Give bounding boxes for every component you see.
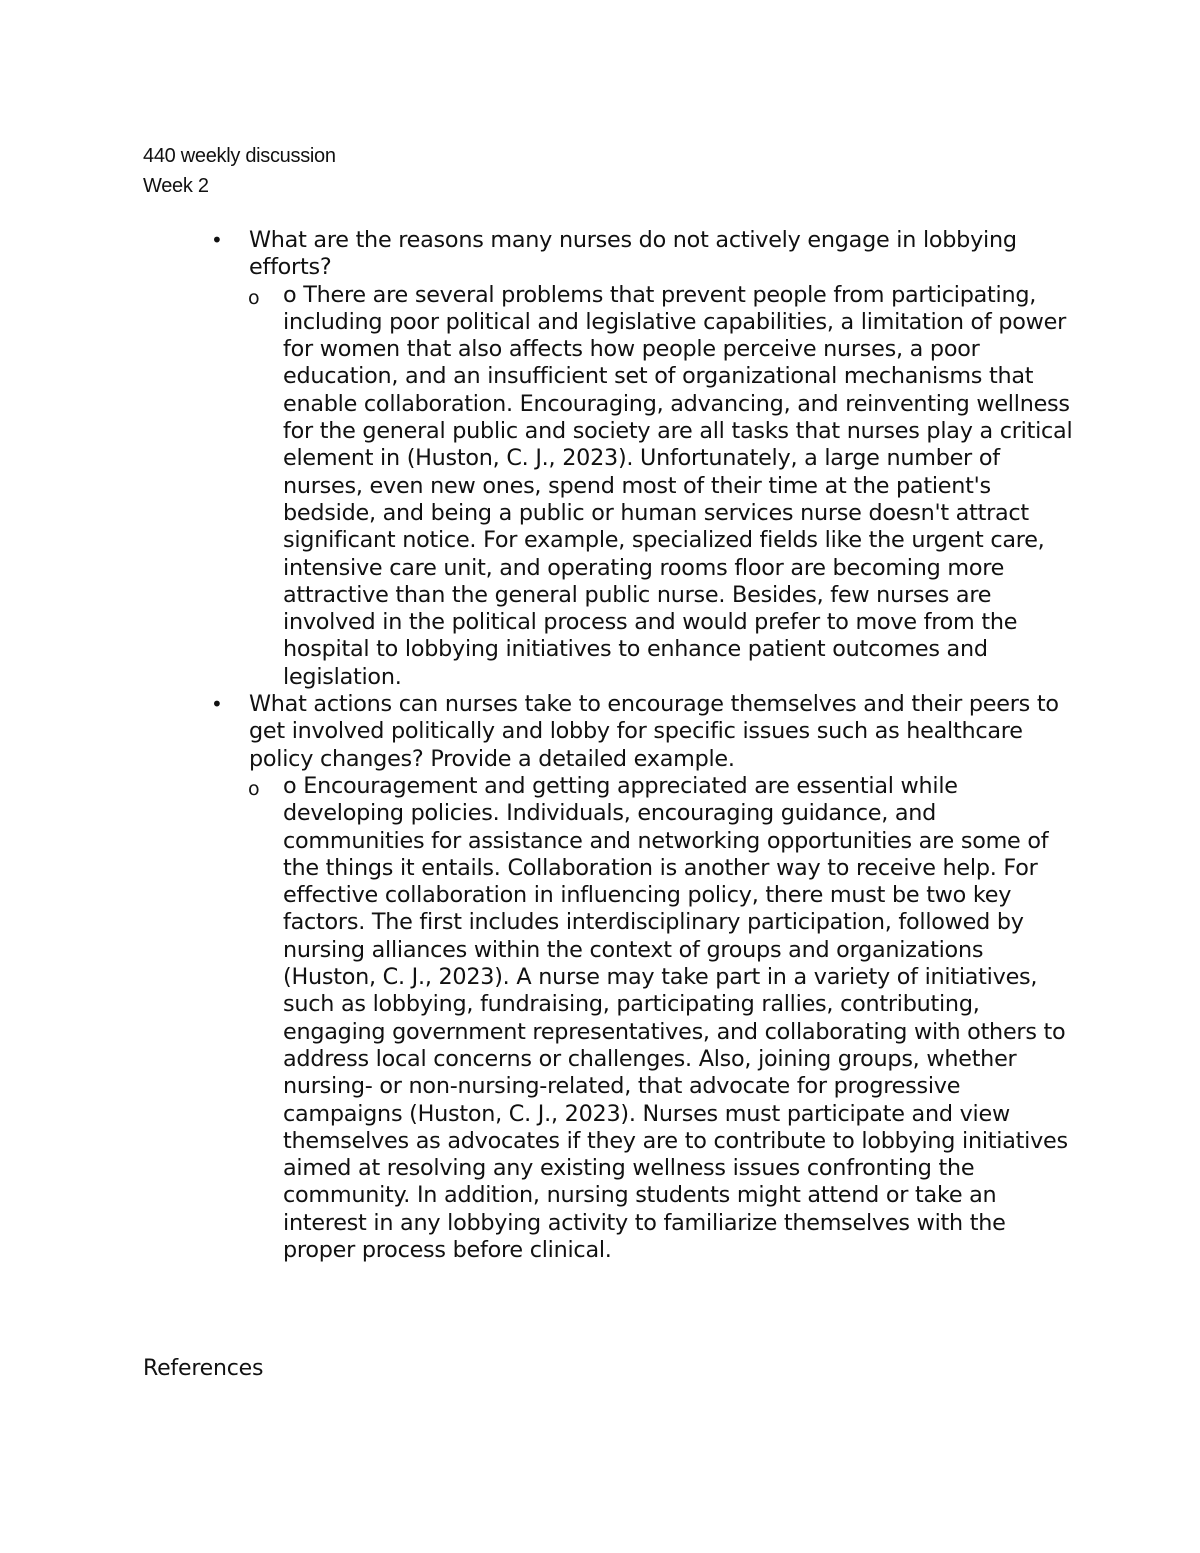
document-subtitle: Week 2 bbox=[143, 175, 209, 197]
question-1 bbox=[211, 227, 1079, 282]
answer-2-part3: ). Nurses must participate and view themselves as advocates if they are to contribute to lobbying initiatives aimed at resolving any existing wellness issues confronting the community. In addition, nursing students might attend or take an interest in any lobbying activity to familiarize themselves with the proper process before clinical. bbox=[283, 1100, 1068, 1263]
references-heading: References bbox=[143, 1356, 264, 1381]
document-title: 440 weekly discussion bbox=[143, 145, 336, 167]
answer-2-part2: ). A nurse may take part in a variety of initiatives, such as lobbying, fundraising, participating rallies, contributing, engaging government representatives, and collaborating with others to address local concerns or challenges. Also, joining groups, whether nursing- or non-nursing-related, that advocate for progressive campaigns ( bbox=[283, 964, 1066, 1127]
bullet-icon: • bbox=[211, 228, 223, 252]
answer-1-rest: ). Unfortunately, a large number of nurses, even new ones, spend most of their time at the patient's bedside, and being a public or human services nurse doesn't attract significant notice. For example, specialized fields like the urgent care, intensive care unit, and operating rooms floor are becoming more attractive than the general public nurse. Besides, few nurses are involved in the political process and would prefer to move from the hospital to lobbying initiatives to enhance patient outcomes and legislation. bbox=[283, 445, 1045, 690]
answer-1 bbox=[248, 281, 1073, 691]
citation: Huston, C. J., 2023 bbox=[415, 445, 618, 472]
citation: Huston, C. J., 2023 bbox=[417, 1100, 621, 1127]
sub-bullet-icon: o bbox=[248, 777, 260, 800]
answer-2 bbox=[248, 772, 1073, 1264]
question-list bbox=[0, 227, 1200, 1264]
question-1-text: What are the reasons many nurses do not actively engage in lobbying efforts? bbox=[249, 227, 1017, 281]
sub-bullet-icon: o bbox=[248, 286, 260, 309]
answer-1-intro: o There are several problems that prevent people from participating, including poor political and legislative capabilities, a limitation of power for women that also affects how people perceive nurses, a poor education, and an insufficient set of organizational mechanisms that enable collaboration. Encouraging, advancing, and reinventing wellness for the general public and society are all tasks that nurses play a critical element in ( bbox=[283, 281, 1073, 472]
question-2 bbox=[211, 691, 1079, 773]
citation: Huston, C. J., 2023 bbox=[291, 964, 495, 991]
answer-2-part1: o Encouragement and getting appreciated are essential while developing policies. Individuals, encouraging guidance, and communities for assistance and networking opportunities are some of the things it entails. Collaboration is another way to receive help. For effective collaboration in influencing policy, there must be two key factors. The first includes interdisciplinary participation, followed by nursing alliances within the context of groups and organizations ( bbox=[283, 772, 1049, 991]
question-2-text: What actions can nurses take to encourage themselves and their peers to get involved politically and lobby for specific issues such as healthcare policy changes? Provide a detailed example. bbox=[249, 691, 1059, 772]
bullet-icon: • bbox=[211, 692, 223, 717]
